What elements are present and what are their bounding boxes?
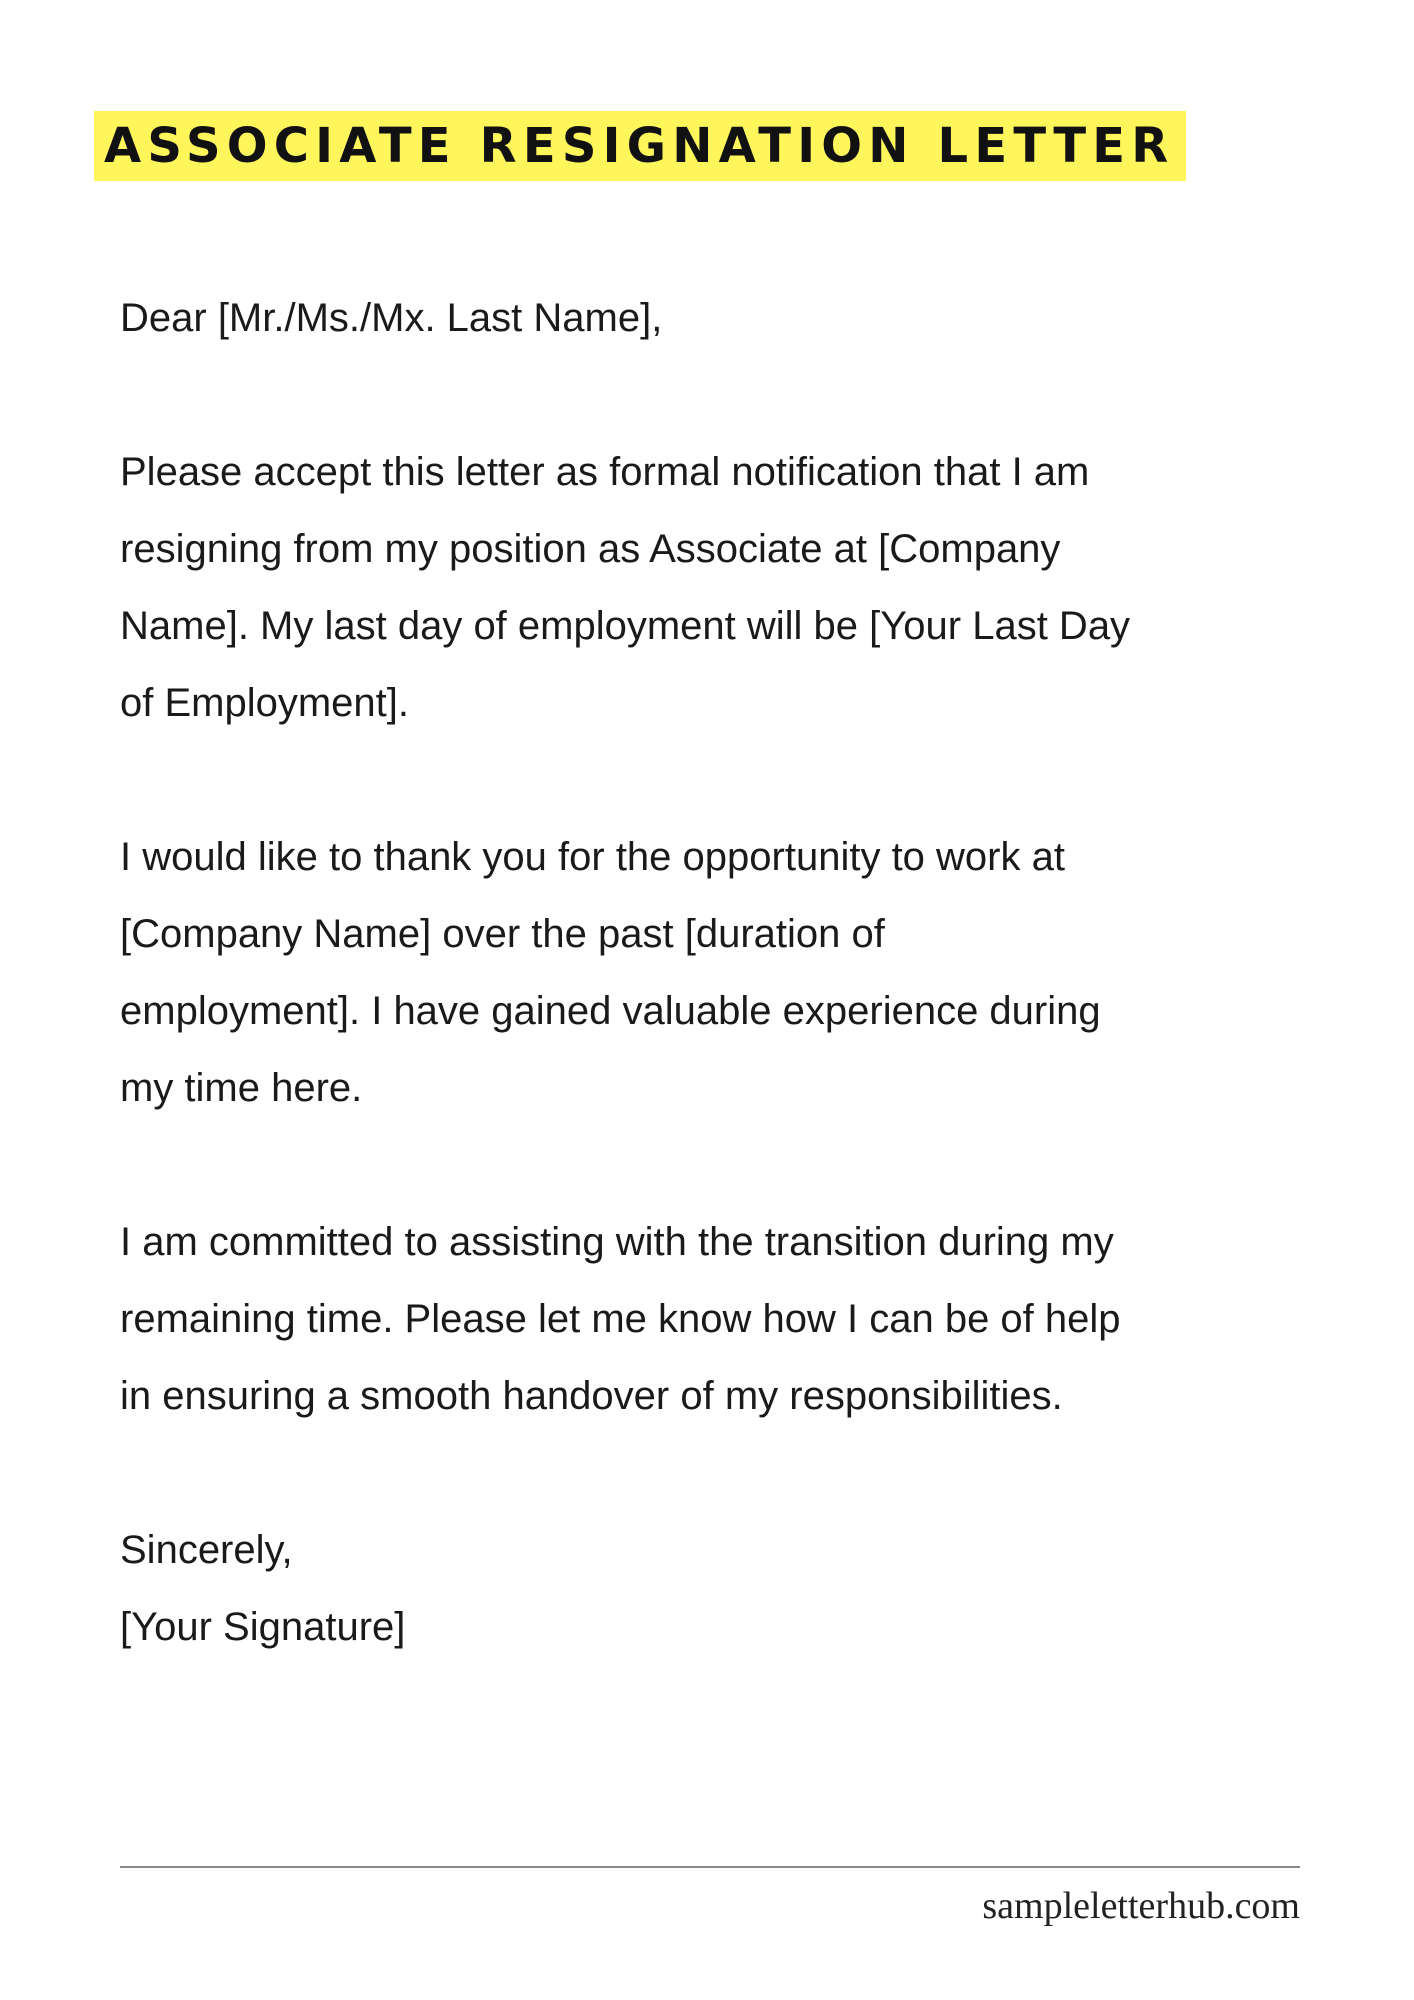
paragraph-line: employment]. I have gained valuable experience during (120, 989, 1101, 1033)
paragraph-line: in ensuring a smooth handover of my responsibilities. (120, 1374, 1063, 1418)
closing-text: Sincerely, (120, 1528, 293, 1572)
footer-website: sampleletterhub.com (982, 1885, 1300, 1927)
paragraph-line: I am committed to assisting with the transition during my (120, 1220, 1114, 1264)
paragraph-line: Name]. My last day of employment will be [Your Last Day (120, 604, 1131, 648)
paragraph-transition (120, 1204, 1360, 1435)
signature-placeholder: [Your Signature] (120, 1605, 406, 1649)
letter-body (120, 280, 1360, 1666)
paragraph-line: I would like to thank you for the opportunity to work at (120, 835, 1065, 879)
paragraph-line: [Company Name] over the past [duration of (120, 912, 885, 956)
footer-divider (120, 1866, 1300, 1868)
paragraph-line: remaining time. Please let me know how I can be of help (120, 1297, 1121, 1341)
paragraph-line: Please accept this letter as formal notification that I am (120, 450, 1090, 494)
closing (120, 1512, 1360, 1666)
salutation: Dear [Mr./Ms./Mx. Last Name], (120, 296, 663, 340)
paragraph-line: of Employment]. (120, 681, 410, 725)
paragraph-gratitude (120, 819, 1360, 1127)
paragraph-notification (120, 434, 1360, 742)
page-title: ASSOCIATE RESIGNATION LETTER (104, 118, 1175, 174)
paragraph-line: my time here. (120, 1066, 363, 1110)
title-highlight (94, 111, 1186, 181)
paragraph-line: resigning from my position as Associate at [Company (120, 527, 1061, 571)
